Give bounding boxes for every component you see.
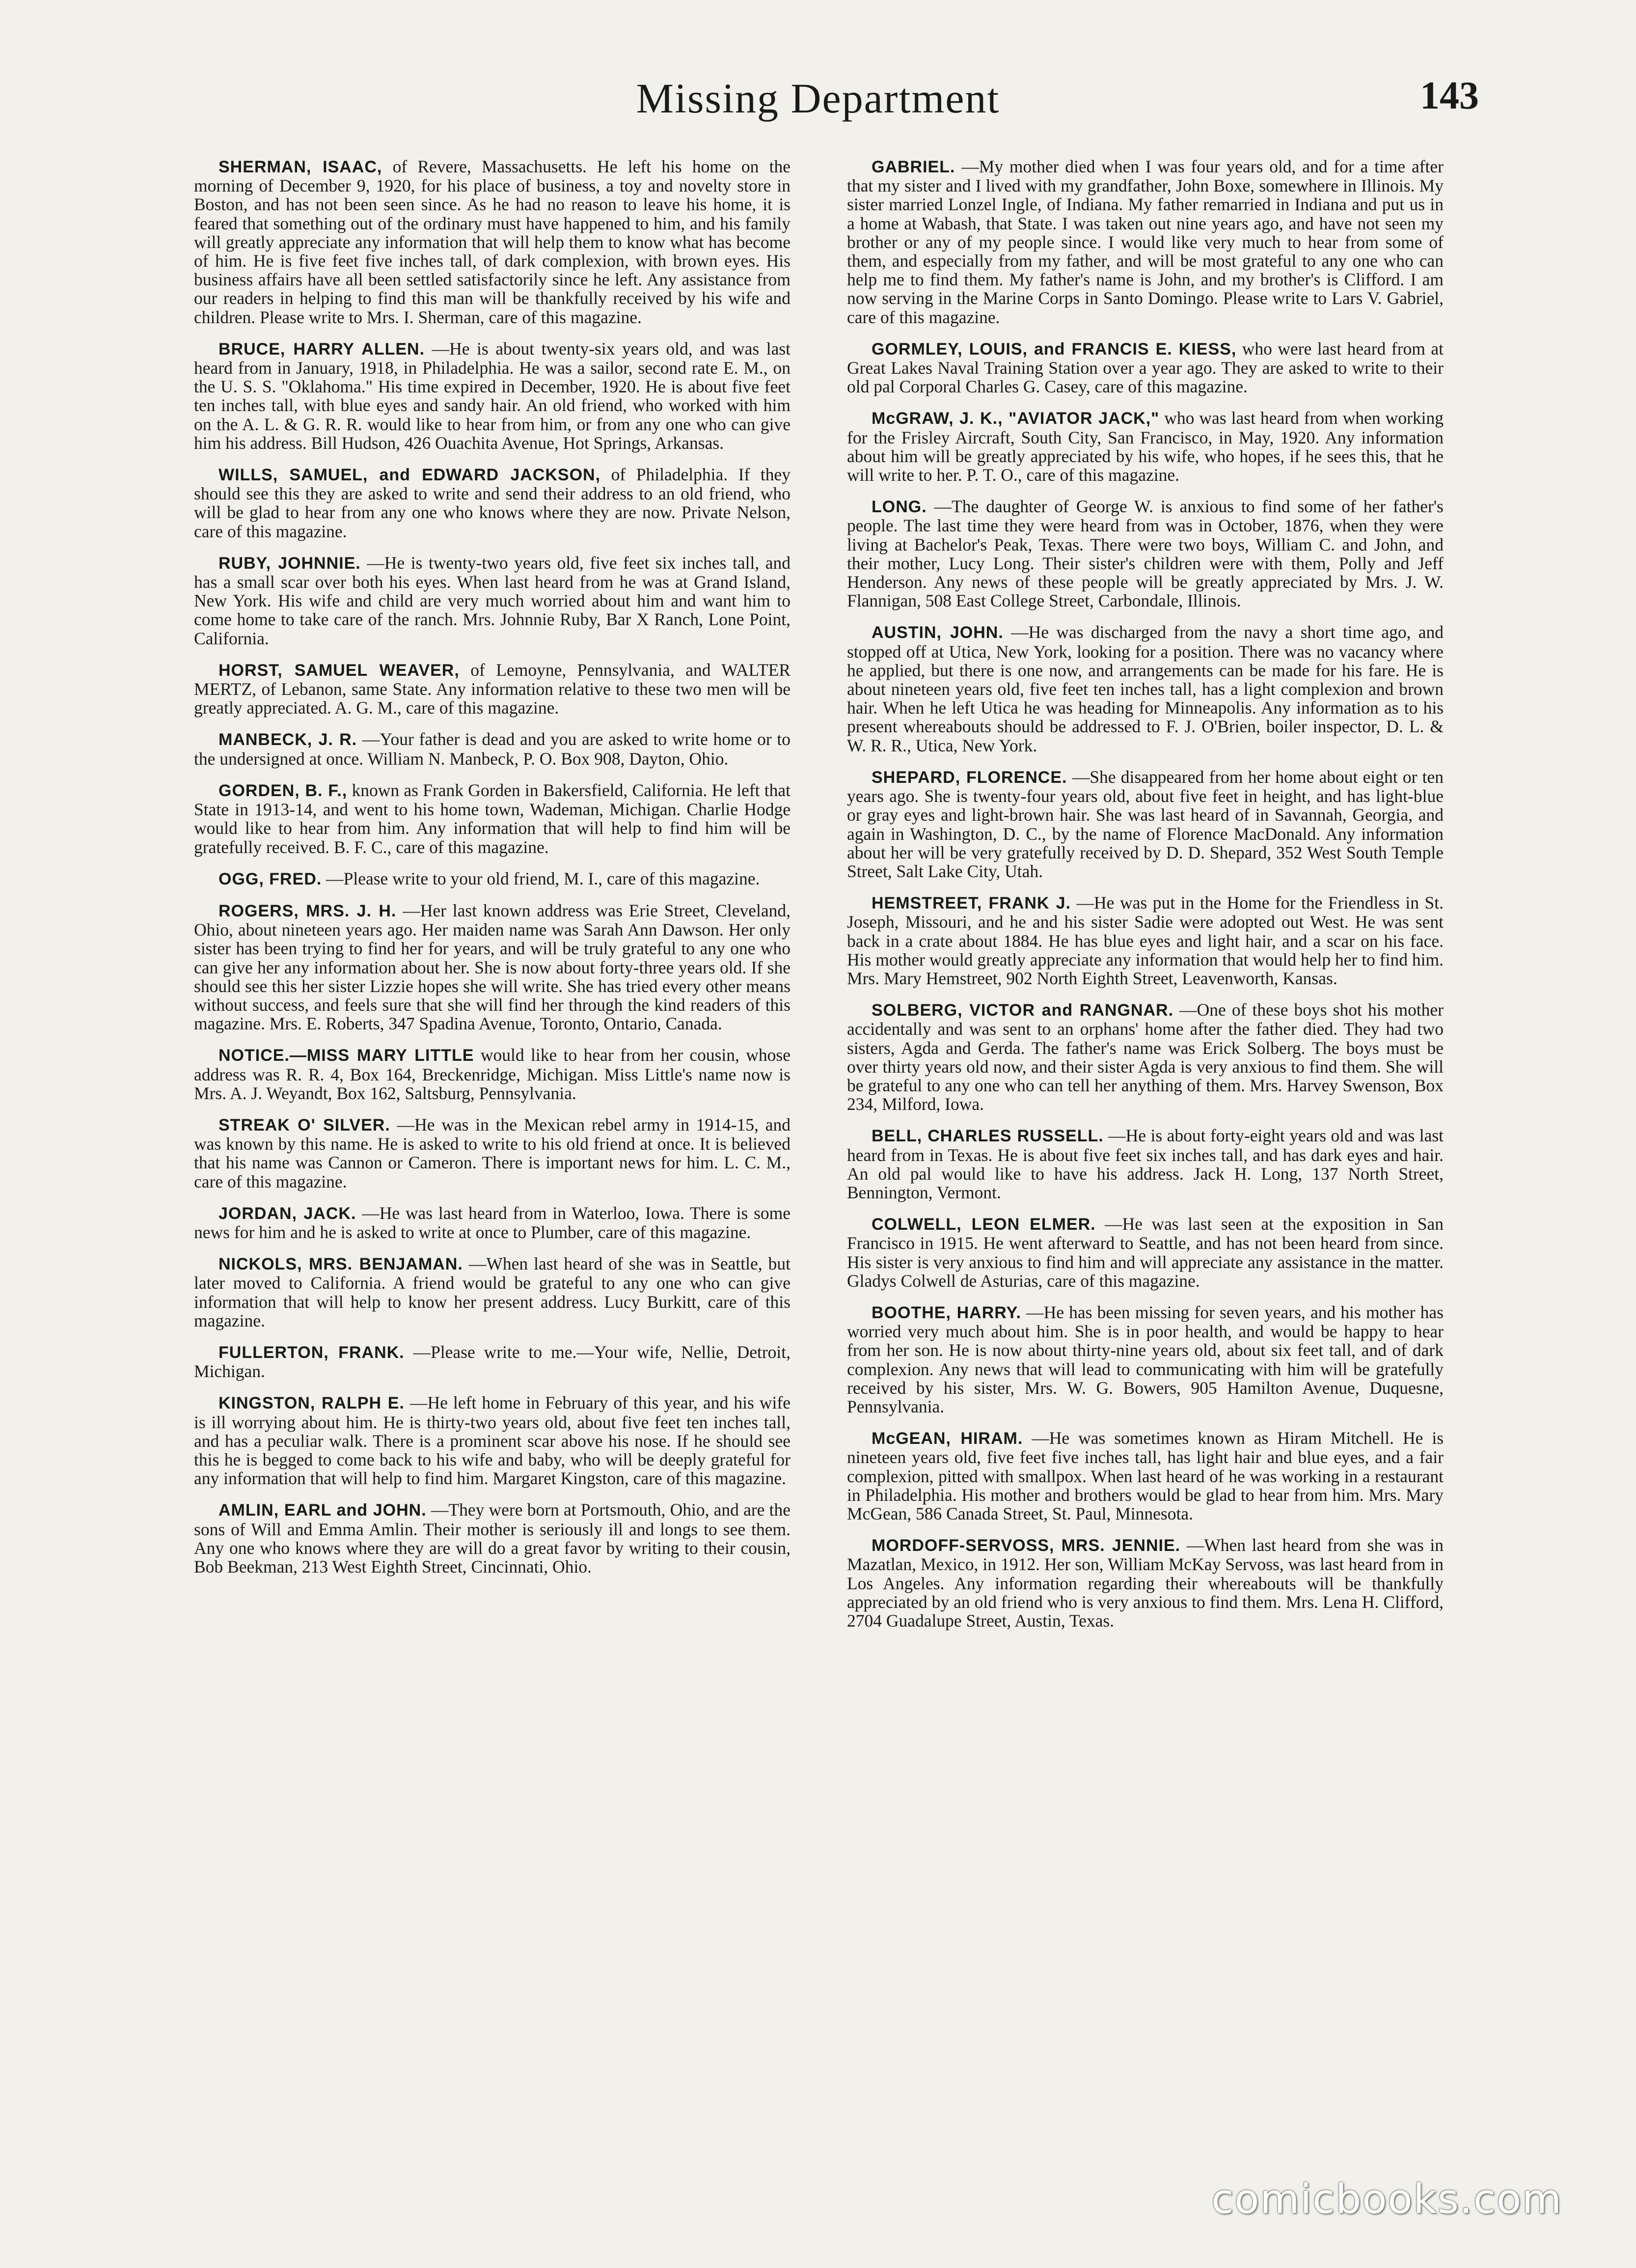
- notice-text: —Please write to your old friend, M. I., care of this magazine.: [326, 868, 760, 888]
- notice-name: JORDAN, JACK.: [218, 1204, 356, 1223]
- missing-notice: [194, 1343, 791, 1381]
- notice-name: RUBY, JOHNNIE.: [218, 553, 361, 573]
- notice-name: COLWELL, LEON ELMER.: [872, 1215, 1096, 1234]
- notice-name: OGG, FRED.: [218, 869, 322, 888]
- notice-text: of Revere, Massachusetts. He left his home on the morning of December 9, 1920, for his place of business, a toy and novelty store in Boston, and has not been seen since. As he had no reason to leave his home, it is feared that something out of the ordinary must have happened to him, and his family will greatly appreciate any information that will help them to know what has become of him. He is five feet five inches tall, of dark complexion, with brown eyes. His business affairs have all been settled satisfactorily since he left. Any assistance from our readers in helping to find this man will be thankfully received by his wife and children. Please write to Mrs. I. Sherman, care of this magazine.: [194, 157, 791, 327]
- notice-name: HEMSTREET, FRANK J.: [872, 894, 1071, 913]
- missing-notice: [194, 1204, 791, 1242]
- missing-notice: [847, 497, 1444, 610]
- missing-notice: [194, 1115, 791, 1191]
- notice-text: would like to hear from her cousin, whose address was R. R. 4, Box 164, Breckenridge, Michigan. Miss Little's name now is Mrs. A. J. Weyandt, Box 162, Saltsburg, Pennsylvania.: [194, 1045, 791, 1103]
- missing-notice: [847, 157, 1444, 327]
- missing-notice: [847, 1303, 1444, 1416]
- notice-text: —He left home in February of this year, and his wife is ill worrying about him. He is thirty-two years old, about five feet ten inches tall, and has a peculiar walk. There is a prominent scar above his nose. If he should see this he is begged to come back to his wife and baby, who will be deeply grateful for any information that will help to find him. Margaret Kingston, care of this magazine.: [194, 1393, 791, 1489]
- missing-notice: [194, 730, 791, 768]
- notice-text: —She disappeared from her home about eight or ten years ago. She is twenty-four years old, about five feet in height, and has light-blue or gray eyes and light-brown hair. She was last heard of in Savannah, Georgia, and again in Washington, D. C., by the name of Florence MacDonald. Any information about her will be very gratefully received by D. D. Shepard, 352 West South Temple Street, Salt Lake City, Utah.: [847, 767, 1444, 881]
- notice-text: who were last heard from at Great Lakes Naval Training Station over a year ago. They are asked to write to their old pal Corporal Charles G. Casey, care of this magazine.: [847, 338, 1444, 397]
- missing-notice: [194, 553, 791, 648]
- notice-name: SHERMAN, ISAAC,: [218, 158, 382, 176]
- notice-text: —When last heard of she was in Seattle, but later moved to California. A friend would be grateful to any one who can give information that will help to know her present address. Lucy Burkitt, care of this magazine.: [194, 1254, 791, 1330]
- watermark-logo: comicbooks.com: [1211, 2176, 1562, 2223]
- notice-name: McGRAW, J. K., "AVIATOR JACK,": [872, 409, 1160, 428]
- notice-text: —He was sometimes known as Hiram Mitchell. He is nineteen years old, five feet five inches tall, has light hair and blue eyes, and a fair complexion, pitted with smallpox. When last heard of he was working in a restaurant in Philadelphia. His mother and brothers would be glad to hear from him. Mrs. Mary McGean, 586 Canada Street, St. Paul, Minnesota.: [847, 1428, 1444, 1523]
- missing-notice: [194, 781, 791, 857]
- notice-name: ROGERS, MRS. J. H.: [218, 901, 397, 920]
- notice-text: —He is about forty-eight years old and was last heard from in Texas. He is about five feet six inches tall, and has dark eyes and hair. An old pal would like to have his address. Jack H. Long, 137 North Street, Bennington, Vermont.: [847, 1126, 1444, 1202]
- missing-notice: [194, 339, 791, 452]
- missing-notice: [194, 1393, 791, 1488]
- notice-name: NICKOLS, MRS. BENJAMAN.: [218, 1255, 463, 1274]
- notice-text: —They were born at Portsmouth, Ohio, and are the sons of Will and Emma Amlin. Their mother is seriously ill and longs to see them. Any one who knows where they are will do a great favor by writing to their cousin, Bob Beekman, 213 West Eighth Street, Cincinnati, Ohio.: [194, 1500, 791, 1577]
- notice-name: GORMLEY, LOUIS, and FRANCIS E. KIESS,: [872, 339, 1237, 359]
- missing-notice: [847, 1000, 1444, 1113]
- missing-notice: [194, 1254, 791, 1330]
- missing-notice: [847, 409, 1444, 484]
- missing-notice: [194, 1046, 791, 1103]
- notice-text: —When last heard from she was in Mazatlan, Mexico, in 1912. Her son, William McKay Servoss, was last heard from in Los Angeles. Any information regarding their whereabouts will be thankfully appreciated by an old friend who is very anxious to find them. Mrs. Lena H. Clifford, 2704 Guadalupe Street, Austin, Texas.: [847, 1535, 1444, 1631]
- notice-name: HORST, SAMUEL WEAVER,: [218, 661, 460, 680]
- notice-text: —My mother died when I was four years old, and for a time after that my sister and I lived with my grandfather, John Boxe, somewhere in Illinois. My sister married Lonzel Ingle, of Indiana. My father remarried in Indiana and put us in a home at Wabash, that State. I was taken out nine years ago, and have not seen my brother or any of my people since. I would like very much to hear from some of them, and especially from my father, and will be most grateful to any one who can help me to find them. My father's name is John, and my brother's is Clifford. I am now serving in the Marine Corps in Santo Domingo. Please write to Lars V. Gabriel, care of this magazine.: [847, 157, 1444, 327]
- notice-text: —Your father is dead and you are asked to write home or to the undersigned at once. William N. Manbeck, P. O. Box 908, Dayton, Ohio.: [194, 729, 791, 769]
- missing-notice: [847, 768, 1444, 881]
- notice-name: GABRIEL.: [872, 158, 955, 176]
- notice-text: —He was put in the Home for the Friendless in St. Joseph, Missouri, and he and his sister Sadie were adopted out West. He was sent back in a crate about 1884. He has blue eyes and light hair, and a scar on his face. His mother would greatly appreciate any information that would help her to find him. Mrs. Mary Hemstreet, 902 North Eighth Street, Leavenworth, Kansas.: [847, 893, 1444, 988]
- missing-notice: [194, 901, 791, 1033]
- notice-text: —He was last heard from in Waterloo, Iowa. There is some news for him and he is asked to write at once to Plumber, care of this magazine.: [194, 1203, 791, 1242]
- notice-text: known as Frank Gorden in Bakersfield, California. He left that State in 1913-14, and went to his home town, Wademan, Michigan. Charlie Hodge would like to hear from him. Any information that will help to find him will be gratefully received. B. F. C., care of this magazine.: [194, 780, 791, 857]
- left-column: [194, 157, 791, 2200]
- notice-name: BOOTHE, HARRY.: [872, 1303, 1021, 1322]
- notice-text: who was last heard from when working for the Frisley Aircraft, South City, San Francisco, in May, 1920. Any information about him will be greatly appreciated by his wife, who hopes, if he sees this, that he will write to her. P. T. O., care of this magazine.: [847, 408, 1444, 485]
- missing-notice: [194, 661, 791, 718]
- page-header: [0, 74, 1636, 138]
- notice-name: GORDEN, B. F.,: [218, 781, 348, 800]
- missing-notice: [847, 1215, 1444, 1290]
- notice-text: —Please write to me.—Your wife, Nellie, Detroit, Michigan.: [194, 1342, 791, 1382]
- missing-notice: [194, 1500, 791, 1576]
- notice-name: KINGSTON, RALPH E.: [218, 1394, 405, 1413]
- notice-text: —One of these boys shot his mother accidentally and was sent to an orphans' home after the father died. They had two sisters, Agda and Gerda. The father's name was Erick Solberg. The boys must be over thirty years old now, and their sister Agda is very anxious to find them. She will be grateful to any one who can tell her anything of them. Mrs. Harvey Swenson, Box 234, Milford, Iowa.: [847, 1000, 1444, 1114]
- notice-text: —He was in the Mexican rebel army in 1914-15, and was known by this name. He is asked to write to his old friend at once. It is believed that his name was Cannon or Cameron. There is important news for him. L. C. M., care of this magazine.: [194, 1114, 791, 1191]
- notice-name: NOTICE.—MISS MARY LITTLE: [218, 1046, 474, 1065]
- missing-notice: [194, 157, 791, 327]
- missing-notice: [847, 339, 1444, 396]
- notice-name: STREAK O' SILVER.: [218, 1115, 390, 1134]
- notice-text: —He was last seen at the exposition in San Francisco in 1915. He went afterward to Seattle, and has not been heard from since. His sister is very anxious to find him and will appreciate any assistance in the matter. Gladys Colwell de Asturias, care of this magazine.: [847, 1214, 1444, 1291]
- page-number: 143: [1420, 74, 1479, 117]
- notice-name: LONG.: [872, 498, 927, 517]
- notice-text: of Philadelphia. If they should see this they are asked to write and send their address to an old friend, who will be glad to hear from any one who knows where they are now. Private Nelson, care of this magazine.: [194, 465, 791, 541]
- notice-name: SHEPARD, FLORENCE.: [872, 768, 1067, 787]
- missing-notice: [847, 623, 1444, 754]
- notice-name: MORDOFF-SERVOSS, MRS. JENNIE.: [872, 1536, 1181, 1555]
- missing-notice: [847, 1429, 1444, 1523]
- notice-text: —He was discharged from the navy a short time ago, and stopped off at Utica, New York, looking for a position. There was no vacancy where he applied, but there is one now, and arrangements can be made for his fare. He is about nineteen years old, five feet ten inches tall, has a light complexion and brown hair. When he left Utica he was heading for Minneapolis. Any information as to his present whereabouts should be addressed to F. J. O'Brien, boiler inspector, D. L. & W. R. R., Utica, New York.: [847, 622, 1444, 755]
- notice-name: AMLIN, EARL and JOHN.: [218, 1501, 427, 1520]
- missing-notice: [847, 893, 1444, 988]
- notice-name: BRUCE, HARRY ALLEN.: [218, 339, 425, 359]
- notice-name: WILLS, SAMUEL, and EDWARD JACKSON,: [218, 466, 601, 485]
- notice-text: of Lemoyne, Pennsylvania, and WALTER MERTZ, of Lebanon, same State. Any information relative to these two men will be greatly appreciated. A. G. M., care of this magazine.: [194, 660, 791, 718]
- notice-name: MANBECK, J. R.: [218, 730, 357, 749]
- notice-text: —The daughter of George W. is anxious to find some of her father's people. The last time they were heard from was in October, 1876, when they were living at Bachelor's Peak, Texas. There were two boys, William C. and John, and their mother, Lucy Long. Their sister's children were with them, Polly and Jeff Henderson. Any news of these people will be greatly appreciated by Mrs. J. W. Flannigan, 508 East College Street, Carbondale, Illinois.: [847, 497, 1444, 611]
- notice-text: —He is about twenty-six years old, and was last heard from in January, 1918, in Philadelphia. He was a sailor, second rate E. M., on the U. S. S. "Oklahoma." His time expired in December, 1920. He is about five feet ten inches tall, with blue eyes and sandy hair. An old friend, who worked with him on the A. L. & G. R. R. would like to hear from him, or from any one who can give him his address. Bill Hudson, 426 Ouachita Avenue, Hot Springs, Arkansas.: [194, 338, 791, 453]
- missing-notice: [847, 1126, 1444, 1202]
- notice-name: SOLBERG, VICTOR and RANGNAR.: [872, 1001, 1174, 1020]
- notice-text: —Her last known address was Erie Street, Cleveland, Ohio, about nineteen years ago. Her maiden name was Sarah Ann Dawson. Her only sister has been trying to find her for years, and will be truly grateful to any one who can give her any information about her. She is now about forty-three years old. If she should see this her sister Lizzie hopes she will write. She has tried every other means without success, and feels sure that she will find her through the kind readers of this magazine. Mrs. E. Roberts, 347 Spadina Avenue, Toronto, Ontario, Canada.: [194, 900, 791, 1034]
- notice-name: McGEAN, HIRAM.: [872, 1429, 1023, 1448]
- missing-notice: [194, 869, 791, 888]
- right-column: [847, 157, 1444, 2200]
- columns: [0, 157, 1636, 2200]
- page-title: Missing Department: [636, 75, 1000, 122]
- missing-notice: [194, 465, 791, 541]
- notice-name: FULLERTON, FRANK.: [218, 1343, 405, 1362]
- notice-name: AUSTIN, JOHN.: [872, 623, 1004, 642]
- notice-text: —He is twenty-two years old, five feet six inches tall, and has a small scar over both his eyes. When last heard from he was at Grand Island, New York. His wife and child are very much worried about him and want him to come home to take care of the ranch. Mrs. Johnnie Ruby, Bar X Ranch, Lone Point, California.: [194, 553, 791, 648]
- notice-text: —He has been missing for seven years, and his mother has worried very much about him. She is in poor health, and would be happy to hear from her son. He is now about thirty-nine years old, about six feet tall, and of dark complexion. Any news that will lead to communicating with him will be gratefully received by his sister, Mrs. W. G. Bowers, 905 Hamilton Avenue, Duquesne, Pennsylvania.: [847, 1302, 1444, 1416]
- missing-notice: [847, 1536, 1444, 1630]
- notice-name: BELL, CHARLES RUSSELL.: [872, 1127, 1104, 1146]
